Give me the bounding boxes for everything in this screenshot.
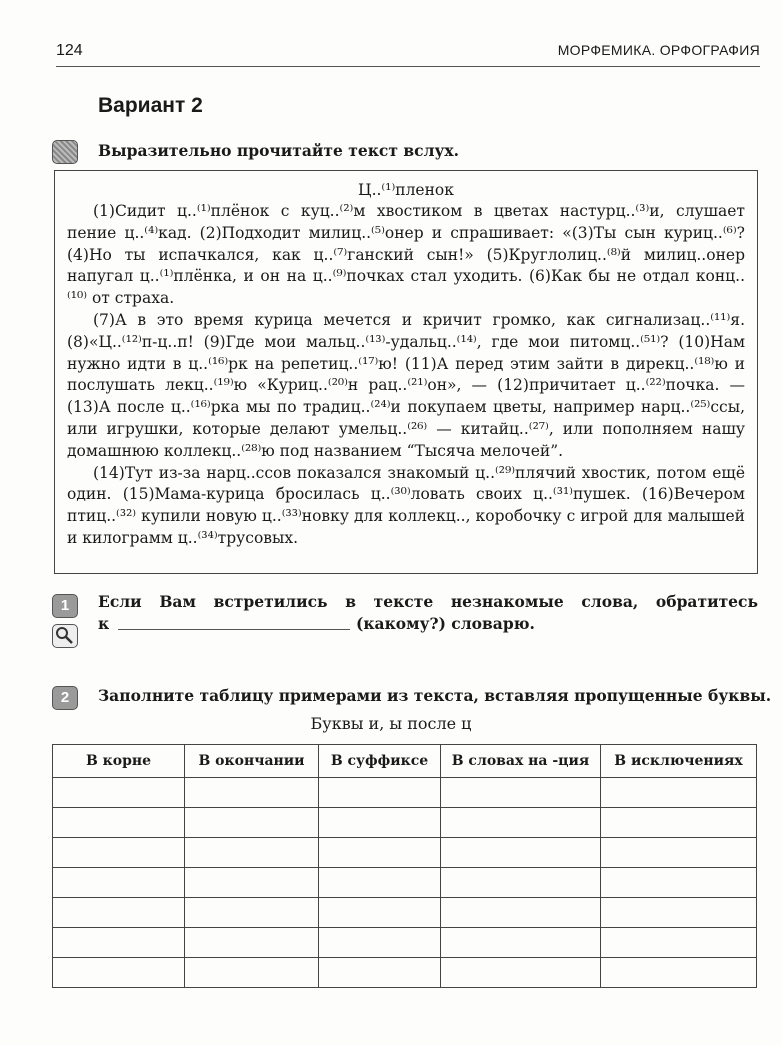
table-row: [53, 808, 757, 838]
answer-cell[interactable]: [441, 838, 601, 868]
answer-cell[interactable]: [441, 898, 601, 928]
answer-cell[interactable]: [185, 868, 319, 898]
answer-cell[interactable]: [319, 928, 441, 958]
column-header: В корне: [53, 745, 185, 778]
table-row: [53, 778, 757, 808]
table-subtitle: Буквы и, ы после ц: [310, 714, 472, 733]
answer-cell[interactable]: [53, 898, 185, 928]
answer-table: [52, 744, 757, 988]
answer-cell[interactable]: [601, 838, 757, 868]
task-read-instruction: Выразительно прочитайте текст вслух.: [98, 141, 460, 160]
task1-number-icon: 1: [52, 594, 78, 618]
answer-cell[interactable]: [319, 958, 441, 988]
answer-cell[interactable]: [185, 808, 319, 838]
answer-cell[interactable]: [53, 928, 185, 958]
answer-cell[interactable]: [185, 898, 319, 928]
task2-number-icon: 2: [52, 686, 78, 710]
answer-cell[interactable]: [319, 838, 441, 868]
answer-cell[interactable]: [53, 808, 185, 838]
answer-cell[interactable]: [53, 778, 185, 808]
table-row: [53, 868, 757, 898]
column-header: В словах на -ция: [441, 745, 601, 778]
answer-cell[interactable]: [319, 808, 441, 838]
table-row: [53, 898, 757, 928]
variant-title: Вариант 2: [98, 94, 203, 117]
running-head: МОРФЕМИКА. ОРФОГРАФИЯ: [557, 42, 760, 58]
text-paragraph-1: (1)Сидит ц..⁽¹⁾плёнок с куц..⁽²⁾м хвостиком в цветах настурц..⁽³⁾и, слушает пение ц..⁽⁴⁾кад. (2)Подходит милиц..⁽⁵⁾онер и спрашивает: «(3)Ты сын куриц..⁽⁶⁾? (4)Но ты испачкался, как ц..⁽⁷⁾ганский сын!» (5)Круглолиц..⁽⁸⁾й милиц..онер напугал ц..⁽¹⁾плёнка, и он на ц..⁽⁹⁾почках стал уходить. (6)Как бы не отдал конц..⁽¹⁰⁾ от страха.: [67, 202, 745, 308]
task1-line2-prefix: к: [98, 614, 110, 633]
column-header: В исключениях: [601, 745, 757, 778]
answer-cell[interactable]: [53, 868, 185, 898]
column-header: В окончании: [185, 745, 319, 778]
answer-cell[interactable]: [53, 958, 185, 988]
task1-line2-suffix: (какому?) словарю.: [356, 614, 535, 633]
answer-cell[interactable]: [319, 868, 441, 898]
table-header-row: [53, 745, 757, 778]
page-number: 124: [56, 42, 83, 59]
page-header: [56, 38, 760, 67]
text-paragraph-2: (7)А в это время курица мечется и кричит громко, как сигнализац..⁽¹¹⁾я. (8)«Ц..⁽¹²⁾п-ц..п! (9)Где мои мальц..⁽¹³⁾-удальц..⁽¹⁴⁾, где мои питомц..⁽⁵¹⁾? (10)Нам нужно идти в ц..⁽¹⁶⁾рк на репетиц..⁽¹⁷⁾ю! (11)А перед этим зайти в дирекц..⁽¹⁸⁾ю и послушать лекц..⁽¹⁹⁾ю «Куриц..⁽²⁰⁾н рац..⁽²¹⁾он», — (12)причитает ц..⁽²²⁾почка. — (13)А после ц..⁽¹⁶⁾рка мы по традиц..⁽²⁴⁾и покупаем цветы, например нарц..⁽²⁵⁾ссы, или игрушки, которые делают умельц..⁽²⁶⁾ — китайц..⁽²⁷⁾, или пополняем нашу домашнюю коллекц..⁽²⁸⁾ю под названием “Тысяча мелочей”.: [67, 310, 745, 460]
table-row: [53, 958, 757, 988]
text-title: Ц..⁽¹⁾пленок: [358, 181, 454, 199]
answer-cell[interactable]: [601, 868, 757, 898]
answer-cell[interactable]: [441, 868, 601, 898]
magnifier-icon: [52, 624, 78, 648]
task2-instruction: Заполните таблицу примерами из текста, вставляя пропущенные буквы.: [98, 686, 772, 705]
answer-cell[interactable]: [441, 778, 601, 808]
answer-cell[interactable]: [319, 898, 441, 928]
answer-cell[interactable]: [185, 958, 319, 988]
read-aloud-icon: [52, 140, 78, 164]
answer-cell[interactable]: [601, 778, 757, 808]
answer-blank-line[interactable]: [118, 628, 350, 630]
answer-cell[interactable]: [601, 808, 757, 838]
answer-cell[interactable]: [319, 778, 441, 808]
answer-cell[interactable]: [185, 838, 319, 868]
text-paragraph-3: (14)Тут из-за нарц..ссов показался знакомый ц..⁽²⁹⁾плячий хвостик, потом ещё один. (15)Мама-курица бросилась ц..⁽³⁰⁾ловать своих ц..⁽³¹⁾пушек. (16)Вечером птиц..⁽³²⁾ купили новую ц..⁽³³⁾новку для коллекц.., коробочку с игрой для малышей и килограмм ц..⁽³⁴⁾трусовых.: [67, 463, 745, 547]
table-row: [53, 838, 757, 868]
answer-cell[interactable]: [441, 958, 601, 988]
column-header: В суффиксе: [319, 745, 441, 778]
answer-cell[interactable]: [185, 928, 319, 958]
task1-line1: Если Вам встретились в тексте незнакомые слова, обратитесь: [98, 592, 758, 611]
answer-cell[interactable]: [185, 778, 319, 808]
answer-cell[interactable]: [53, 838, 185, 868]
answer-cell[interactable]: [601, 928, 757, 958]
answer-cell[interactable]: [441, 928, 601, 958]
answer-cell[interactable]: [601, 958, 757, 988]
table-row: [53, 928, 757, 958]
answer-cell[interactable]: [601, 898, 757, 928]
answer-cell[interactable]: [441, 808, 601, 838]
reading-text-box: [54, 170, 758, 574]
